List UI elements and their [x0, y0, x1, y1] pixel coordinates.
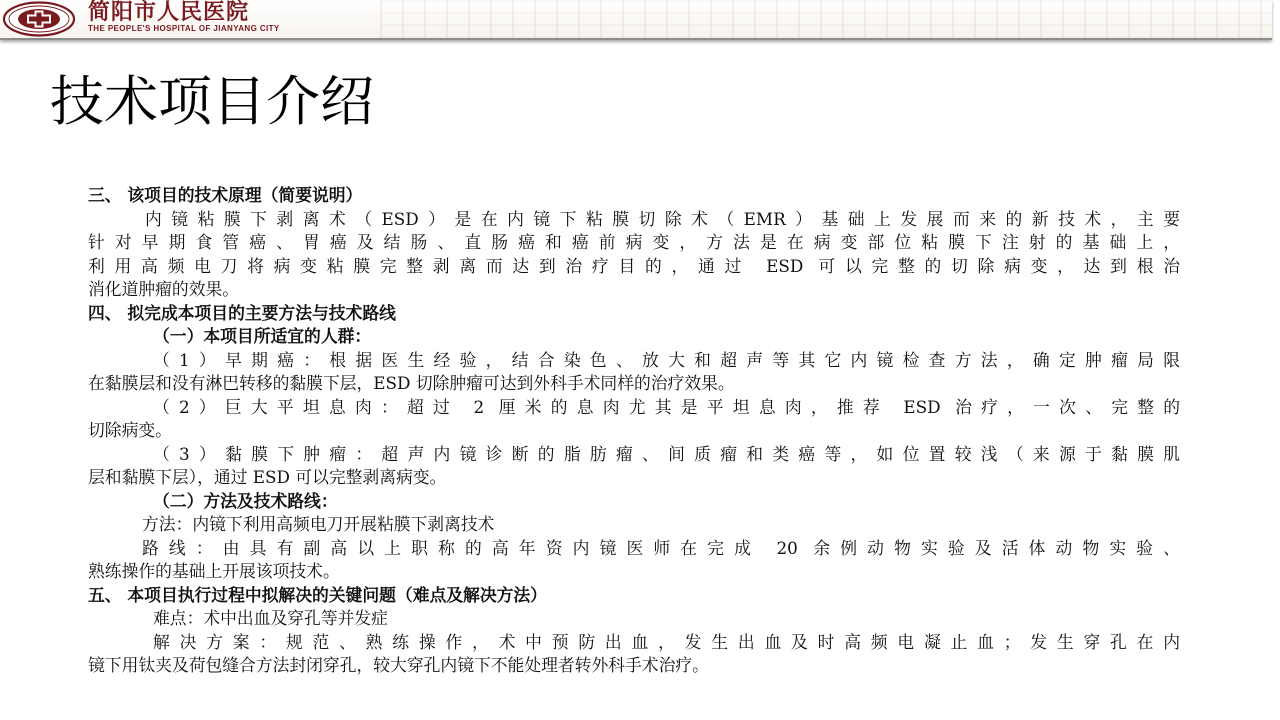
subsection-2-heading: （二）方法及技术路线：	[153, 490, 338, 511]
item-1-line: （1）早期癌：根据医生经验，结合染色、放大和超声等其它内镜检查方法，确定肿瘤局限	[153, 349, 1180, 370]
item-3-line: 层和黏膜下层），通过 ESD 可以完整剥离病变。	[88, 467, 447, 487]
item-3-line: （3）黏膜下肿瘤：超声内镜诊断的脂肪瘤、间质瘤和类癌等，如位置较浅（来源于黏膜肌	[153, 443, 1180, 464]
hospital-name: 简阳市人民医院	[88, 0, 250, 25]
section-3-heading: 三、 该项目的技术原理（简要说明）	[88, 185, 363, 205]
header-pattern	[380, 0, 1272, 38]
hospital-logo	[2, 1, 76, 37]
solution-line: 镜下用钛夹及荷包缝合方法封闭穿孔，较大穿孔内镜下不能处理者转外科手术治疗。	[88, 655, 709, 675]
section-4-heading: 四、 拟完成本项目的主要方法与技术路线	[88, 302, 396, 323]
section-3-line: 针对早期食管癌、胃癌及结肠、直肠癌和癌前病变，方法是在病变部位粘膜下注射的基础上，	[88, 232, 1180, 252]
header-banner	[0, 0, 1272, 40]
item-1-line: 在黏膜层和没有淋巴转移的黏膜下层，ESD 切除肿瘤可达到外科手术同样的治疗效果。	[88, 373, 735, 393]
item-2-line: 切除病变。	[88, 420, 172, 440]
hospital-name-en: THE PEOPLE'S HOSPITAL OF JIANYANG CITY	[88, 24, 280, 33]
method-line: 方法：内镜下利用高频电刀开展粘膜下剥离技术	[142, 514, 495, 534]
solution-line: 解决方案：规范、熟练操作，术中预防出血，发生出血及时高频电凝止血；发生穿孔在内	[153, 631, 1180, 652]
section-3-line: 内镜粘膜下剥离术（ESD）是在内镜下粘膜切除术（EMR）基础上发展而来的新技术，主要	[145, 208, 1180, 229]
section-5-heading: 五、 本项目执行过程中拟解决的关键问题（难点及解决方法）	[88, 584, 547, 605]
page-title: 技术项目介绍	[50, 70, 374, 133]
main-content	[88, 184, 1180, 678]
section-3-line: 消化道肿瘤的效果。	[88, 279, 240, 299]
subsection-1-heading: （一）本项目所适宜的人群：	[153, 326, 372, 346]
difficulty-line: 难点：术中出血及穿孔等并发症	[153, 608, 388, 628]
route-line: 路线：由具有副高以上职称的高年资内镜医师在完成 20 余例动物实验及活体动物实验、	[142, 537, 1180, 558]
route-line: 熟练操作的基础上开展该项技术。	[88, 561, 340, 581]
section-3-line: 利用高频电刀将病变粘膜完整剥离而达到治疗目的，通过 ESD 可以完整的切除病变，达到根治	[88, 255, 1180, 276]
item-2-line: （2）巨大平坦息肉：超过 2 厘米的息肉尤其是平坦息肉，推荐 ESD 治疗，一次、完整的	[153, 396, 1180, 417]
